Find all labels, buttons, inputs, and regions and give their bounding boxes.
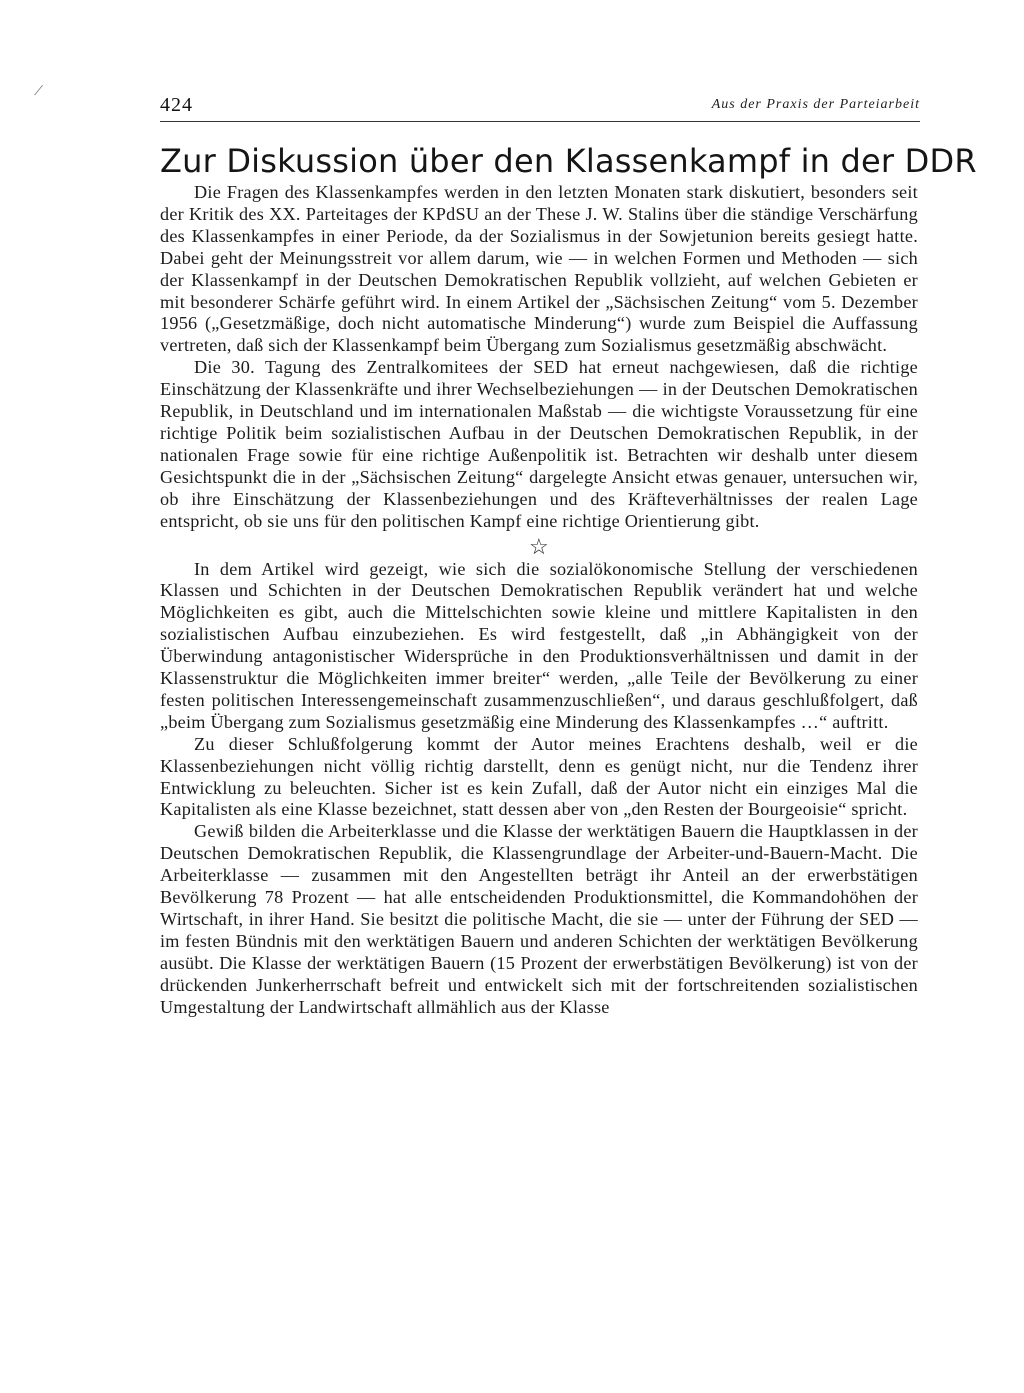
paragraph: Gewiß bilden die Arbeiterklasse und die Klasse der werktätigen Bauern die Hauptklassen in der Deutschen Demokratischen Republik, die Klassengrundlage der Arbeiter-und-Bauern-Macht. Die Arbeiterklasse — zusammen mit den Angestellten beträgt ihr Anteil an der erwerbstätigen Bevölkerung 78 Prozent — hat alle entscheidenden Produktionsmittel, die Kommandohöhen der Wirtschaft, in ihrer Hand. Sie besitzt die politische Macht, die sie — unter der Führung der SED — im festen Bündnis mit den werktätigen Bauern und anderen Schichten der werktätigen Bevölkerung ausübt. Die Klasse der werktätigen Bauern (15 Prozent der erwerbstätigen Bevölkerung) ist von der drückenden Junkerherrschaft befreit und entwickelt sich mit der fortschreitenden sozialistischen Umgestaltung der Landwirtschaft allmählich aus der Klasse [160, 821, 918, 1017]
pencil-mark: / [32, 79, 45, 101]
star-separator-icon: ☆ [529, 533, 549, 559]
article-body [160, 182, 918, 1019]
paragraph: In dem Artikel wird gezeigt, wie sich die sozialökonomische Stellung der verschiedenen Klassen und Schichten in der Deutschen Demokratischen Republik verändert hat und welche Möglichkeiten es gibt, auch die Mittelschichten sowie kleine und mittlere Kapitalisten in den sozialistischen Aufbau einzubeziehen. Es wird festgestellt, daß „in Abhängigkeit von der Überwindung antagonistischer Widersprüche in den Produktionsverhältnissen und damit in der Klassenstruktur die Möglichkeiten immer breiter“ werden, „alle Teile der Bevölkerung zu einer festen politischen Interessengemeinschaft zusammenzuschließen“, und daraus geschlußfolgert, daß „beim Übergang zum Sozialismus gesetzmäßig eine Minderung des Klassenkampfes …“ auftritt. [160, 558, 918, 732]
article-title: Zur Diskussion über den Klassenkampf in der DDR [160, 142, 977, 180]
paragraph: Zu dieser Schlußfolgerung kommt der Autor meines Erachtens deshalb, weil er die Klassenbeziehungen nicht völlig richtig darstellt, denn es genügt nicht, nur die Tendenz ihrer Entwicklung zu beleuchten. Sicher ist es kein Zufall, daß der Autor nicht ein einziges Mal die Kapitalisten als eine Klasse bezeichnet, statt dessen aber von „den Resten der Bourgeoisie“ spricht. [160, 733, 918, 820]
page-header [160, 94, 920, 118]
header-rule [160, 121, 920, 122]
paragraph: Die Fragen des Klassenkampfes werden in den letzten Monaten stark diskutiert, besonders seit der Kritik des XX. Parteitages der KPdSU an der These J. W. Stalins über die ständige Verschärfung des Klassenkampfes in einer Periode, da der Sozialismus in der Sowjetunion bereits gesiegt hatte. Dabei geht der Meinungsstreit vor allem darum, wie — in welchen Formen und Methoden — sich der Klassenkampf in der Deutschen Demokratischen Republik vollzieht, auf welchen Gebieten er mit besonderer Schärfe geführt wird. In einem Artikel der „Sächsischen Zeitung“ vom 5. Dezember 1956 („Gesetzmäßige, doch nicht automatische Minderung“) wurde zum Beispiel die Auffassung vertreten, daß sich der Klassenkampf beim Übergang zum Sozialismus gesetzmäßig abschwächt. [160, 182, 918, 356]
page-number: 424 [160, 94, 193, 116]
paragraph: Die 30. Tagung des Zentralkomitees der SED hat erneut nachgewiesen, daß die richtige Einschätzung der Klassenkräfte und ihrer Wechselbeziehungen — in der Deutschen Demokratischen Republik, in Deutschland und im internationalen Maßstab — die wichtigste Voraussetzung für eine richtige Politik beim sozialistischen Aufbau in der Deutschen Demokratischen Republik, in der nationalen Frage sowie für eine richtige Außenpolitik ist. Betrachten wir deshalb unter diesem Gesichtspunkt die in der „Sächsischen Zeitung“ dargelegte Ansicht etwas genauer, untersuchen wir, ob ihre Einschätzung der Klassenbeziehungen und des Kräfteverhältnisses der realen Lage entspricht, ob sie uns für den politischen Kampf eine richtige Orientierung gibt. [160, 357, 918, 531]
running-head: Aus der Praxis der Parteiarbeit [711, 97, 920, 112]
